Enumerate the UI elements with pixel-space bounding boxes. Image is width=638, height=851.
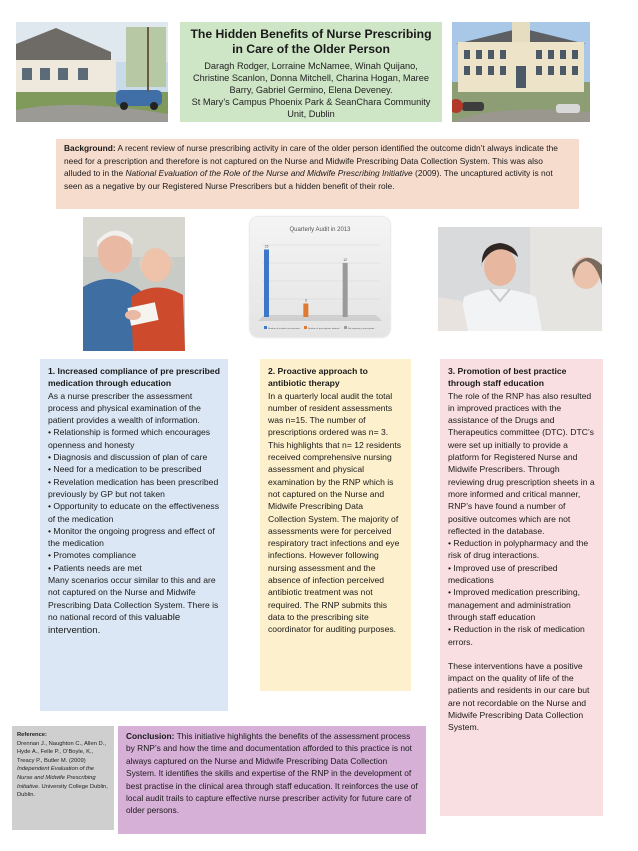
- chart-legend-swatch: [264, 326, 267, 329]
- poster-title-line-1: The Hidden Benefits of Nurse Prescribing: [190, 27, 432, 41]
- chart-legend-swatch: [304, 326, 307, 329]
- reference-section: [12, 726, 114, 830]
- section-3-bullet: [448, 586, 595, 623]
- chart-bar: [264, 250, 269, 318]
- section-3-heading: 3. Promotion of best practice through staff education: [448, 366, 567, 389]
- chart-title: Quarterly Audit in 2013: [289, 227, 351, 233]
- photo-nurse-and-patient-reading: [83, 217, 185, 351]
- conclusion-section: [118, 726, 426, 834]
- section-1-bullet: [48, 549, 220, 561]
- section-3-bullet-text: Improved medication prescribing, management and administration through staff education: [448, 587, 580, 622]
- section-1-bullet-text: Revelation medication has been prescribed previously by GP but not taken: [48, 476, 219, 499]
- chart-gridlines: [262, 245, 380, 317]
- chart-data-label: 12: [343, 258, 348, 262]
- institution-line-2: Unit, Dublin: [287, 109, 335, 119]
- poster-title-block: [180, 22, 442, 122]
- poster-title-line-2: in Care of the Older Person: [232, 42, 390, 56]
- section-best-practice: [440, 359, 603, 816]
- section-1-bullet: [48, 500, 220, 525]
- chart-data-label: 3: [304, 298, 307, 303]
- building-photo-left: [16, 22, 168, 122]
- bullet-icon: •: [48, 501, 54, 512]
- chart-bar: [343, 263, 348, 317]
- section-proactive-antibiotic: [260, 359, 411, 691]
- section-1-intro: As a nurse prescriber the assessment process and physical examination of the patient provides a wealth of information.: [48, 390, 201, 426]
- section-1-bullet-text: Need for a medication to be prescribed: [53, 464, 202, 475]
- section-1-bullet-text: Diagnosis and discussion of plan of care: [53, 452, 208, 463]
- conclusion-label: Conclusion:: [126, 731, 175, 741]
- bullet-icon: •: [48, 525, 54, 536]
- section-2-heading: 2. Proactive approach to antibiotic therapy: [268, 366, 368, 389]
- section-1-bullet-text: Patients needs are met: [53, 562, 142, 573]
- bullet-icon: •: [48, 452, 54, 463]
- reference-label: Reference:: [17, 732, 47, 738]
- reference-publisher: . University College Dublin, Dublin.: [17, 783, 108, 799]
- authors-line-2: Christine Scanlon, Donna Mitchell, Charina Hogan, Maree: [193, 73, 429, 83]
- background-text-1: A recent review of nurse prescribing activity in care of the older person identified the outcome didn’t always indicate the need for a prescription and therefore is not captured on the Nurse and Midwife Prescribing Data Collection System. This was also alluded to in the: [64, 143, 558, 179]
- institution-line-1: St Mary’s Campus Phoenix Park & SeanChara Community: [191, 97, 431, 107]
- section-3-bullet-text: Reduction in polypharmacy and the risk of drug interactions.: [448, 538, 589, 561]
- chart-legend-swatch: [344, 326, 347, 329]
- reference-title: Independent Evaluation of the Nurse and Midwife Prescribing Initiative: [17, 766, 96, 790]
- chart-legend-label: Number of resident assessments: [268, 327, 300, 330]
- background-section: [56, 139, 579, 209]
- section-1-closing-emphasis: valuable intervention.: [48, 611, 181, 637]
- bullet-icon: •: [48, 476, 54, 487]
- bullet-icon: •: [48, 464, 54, 475]
- section-3-bullet: [448, 562, 595, 587]
- section-1-bullet: [48, 562, 220, 574]
- conclusion-text: This initiative highlights the benefits of the assessment process by RNP’s and how the time and documentation afforded to this practice is not always captured on the Nurse and Midwife Prescribing Data Collection System. It identifies the skills and expertise of the RNP in the development of best practise in the clinical area through staff education. It reinforces the use of local audit trails to capture effective nurse prescriber activity for future care of older persons.: [126, 731, 418, 816]
- background-text-italic: National Evaluation of the Role of the Nurse and Midwife Prescribing Initiative: [125, 168, 413, 179]
- section-1-bullet: [48, 426, 220, 451]
- bullet-icon: •: [448, 624, 454, 635]
- bullet-icon: •: [48, 427, 54, 438]
- section-3-bullet: [448, 623, 595, 648]
- background-label: Background:: [64, 143, 116, 153]
- bullet-icon: •: [448, 538, 454, 549]
- section-1-bullet: [48, 525, 220, 550]
- chart-bar: [303, 304, 308, 318]
- section-3-intro: The role of the RNP has also resulted in improved practices with the assistance of the Drugs and Therapeutics committee (DTC). DTC’s were set up initially to provide a platform for Registered Nurse and Midwife Prescribers. Through reviewing drug prescription sheets in a more informed and critical manner, RNP’s have found a number of positive outcomes which are not reflected in the database.: [448, 390, 595, 536]
- section-3-bullet-text: Reduction in the risk of medication errors.: [448, 624, 585, 647]
- section-3-bullet-text: Improved use of prescribed medications: [448, 562, 558, 586]
- photo-nurse: [438, 227, 602, 331]
- section-1-bullet-list: [48, 426, 220, 574]
- section-1-bullet-text: Monitor the ongoing progress and effect of the medication: [48, 525, 215, 549]
- bullet-icon: •: [448, 562, 454, 573]
- section-1-bullet: [48, 463, 220, 475]
- section-1-heading: 1. Increased compliance of pre prescribed medication through education: [48, 366, 220, 389]
- chart-legend-label: Not requiring a prescription: [348, 327, 375, 330]
- section-1-closing: [48, 574, 220, 637]
- authors-line-1: Daragh Rodger, Lorraine McNamee, Winah Quijano,: [204, 61, 418, 71]
- section-1-bullet: [48, 476, 220, 501]
- chart-data-label: 15: [264, 244, 269, 249]
- background-text-2: (2009). The uncaptured activity is not seen as a negative by our Registered Nurse Prescribers but a hidden benefit of their role.: [64, 168, 553, 191]
- section-3-bullet-list: [448, 537, 595, 648]
- section-3-closing: These interventions have a positive impact on the quality of life of the patients and residents in our care but are not recordable on the Nurse and Midwife Prescribing Data Collection System.: [448, 660, 590, 733]
- section-2-body: In a quarterly local audit the total number of resident assessments was n=15. The number of prescriptions ordered was n= 3. This highlights that n= 12 residents received comprehensive nursing assessment and physical examination by the RNP which is not captured on the Nurse and Midwife Prescribing Data Collection System. The majority of assessments were for perceived respiratory tract infections and eye infections. However following nursing assessment and the absence of infection perceived antibiotic treatment was not required. The RNP submits this data to the prescribing site coordinator for auditing purposes.: [268, 390, 402, 635]
- bullet-icon: •: [448, 587, 454, 598]
- section-1-bullet-text: Promotes compliance: [53, 550, 137, 561]
- section-1-bullet-text: Opportunity to educate on the effectiveness of the medication: [48, 501, 220, 524]
- section-increased-compliance: [40, 359, 228, 711]
- reference-authors: Drennan J., Naughton C., Allen D., Hyde A., Felle P., O’Boyle, K., Treacy P., Butler M. (2009): [17, 740, 106, 764]
- chart-legend-label: Number of prescriptions ordered: [308, 327, 340, 330]
- bullet-icon: •: [48, 562, 54, 573]
- bullet-icon: •: [48, 550, 54, 561]
- quarterly-audit-chart: [250, 217, 390, 337]
- authors-line-3: Barry, Gabriel Germino, Elena Deveney.: [229, 85, 393, 95]
- section-1-bullet-text: Relationship is formed which encourages openness and honesty: [48, 427, 211, 450]
- building-photo-right: [452, 22, 590, 122]
- section-1-closing-text: Many scenarios occur similar to this and are not captured on the Nurse and Midwife Prescribing Data Collection System. There is no national record of this: [48, 575, 219, 622]
- section-1-bullet: [48, 451, 220, 463]
- section-3-bullet: [448, 537, 595, 562]
- chart-floor: [258, 315, 382, 321]
